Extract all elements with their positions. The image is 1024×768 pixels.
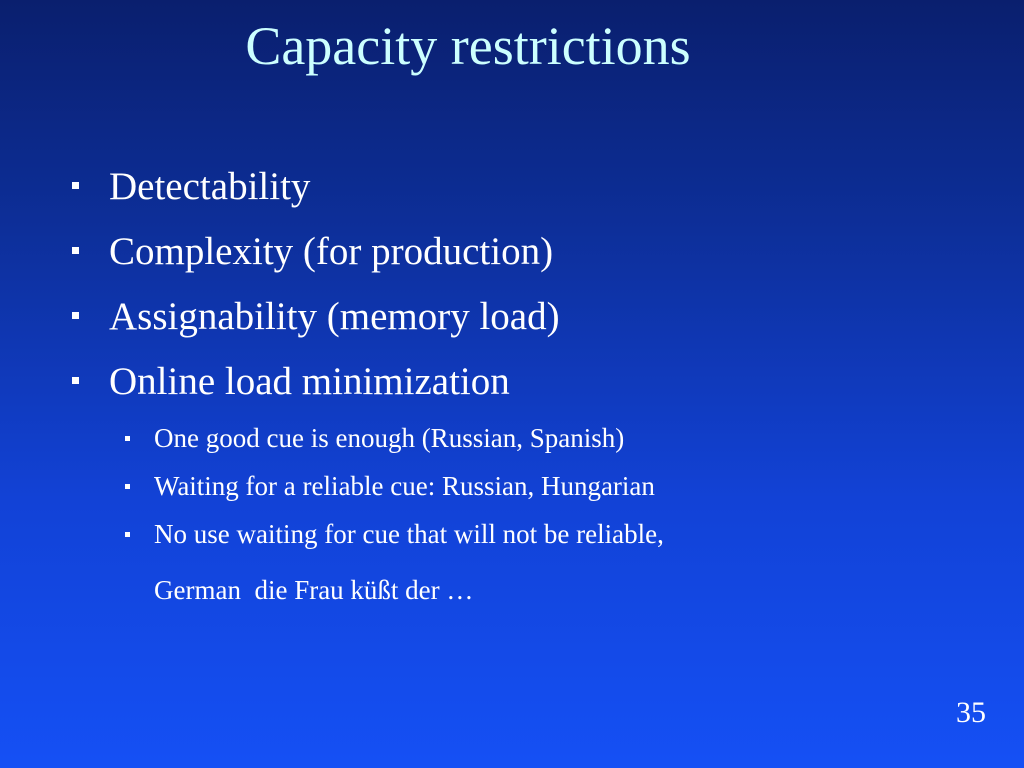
square-bullet-icon xyxy=(72,377,79,384)
bullet-text: Detectability xyxy=(109,165,311,208)
bullet-item-complexity xyxy=(70,219,970,284)
slide-title: Capacity restrictions xyxy=(245,16,691,76)
sub-bullet-text: No use waiting for cue that will not be reliable, xyxy=(154,519,664,549)
sub-bullet-text: One good cue is enough (Russian, Spanish) xyxy=(154,423,625,453)
square-bullet-icon xyxy=(72,247,79,254)
bullet-item-online-load xyxy=(70,349,970,414)
square-bullet-icon xyxy=(72,312,79,319)
sub-bullet-item xyxy=(70,414,970,462)
bullet-text: Assignability (memory load) xyxy=(109,295,560,338)
bullet-item-assignability xyxy=(70,284,970,349)
sub-bullet-text: Waiting for a reliable cue: Russian, Hungarian xyxy=(154,471,655,501)
page-number: 35 xyxy=(956,696,986,729)
bullet-text: Complexity (for production) xyxy=(109,230,554,273)
square-bullet-icon xyxy=(125,436,130,441)
square-bullet-icon xyxy=(125,484,130,489)
sub-bullet-item xyxy=(70,462,970,510)
bullet-item-detectability xyxy=(70,154,970,219)
square-bullet-icon xyxy=(125,532,130,537)
sub-bullet-continuation: German die Frau küßt der … xyxy=(154,575,474,605)
bullet-text: Online load minimization xyxy=(109,360,510,403)
sub-bullet-item xyxy=(70,510,970,558)
square-bullet-icon xyxy=(72,182,79,189)
bullet-list xyxy=(70,154,970,614)
